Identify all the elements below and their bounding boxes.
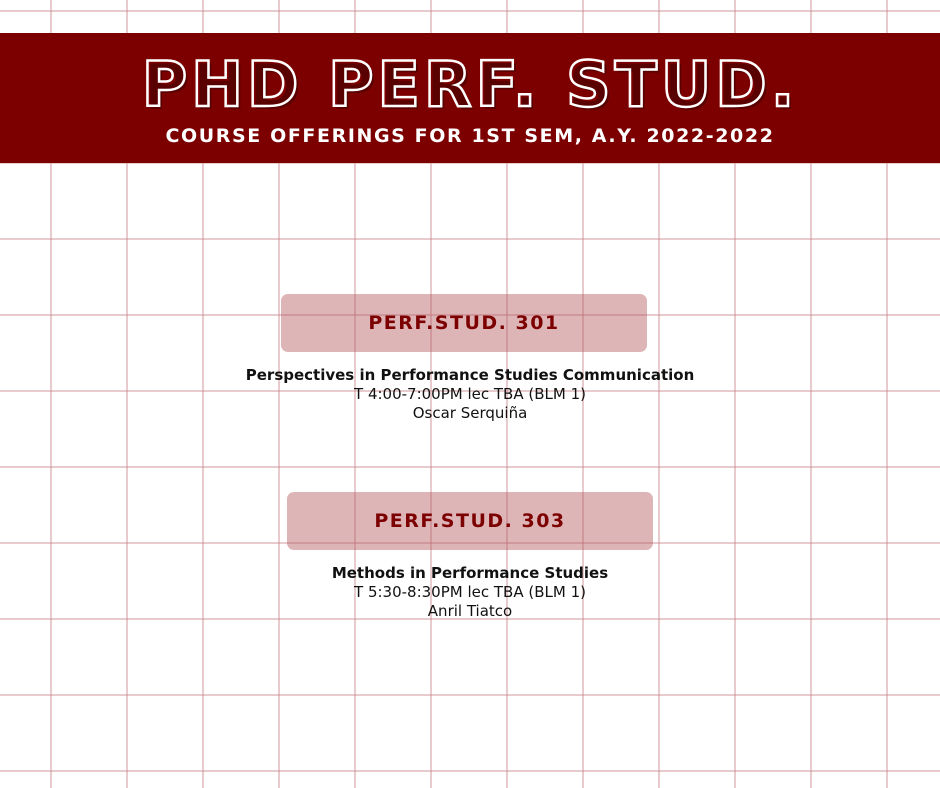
course-schedule: T 4:00-7:00PM lec TBA (BLM 1): [354, 385, 586, 403]
page-subtitle: COURSE OFFERINGS FOR 1ST SEM, A.Y. 2022-2022: [165, 125, 775, 147]
course-instructor: Oscar Serquiña: [412, 404, 528, 422]
course-badge-303: [287, 492, 653, 550]
course-code: PERF.STUD. 303: [374, 510, 566, 532]
course-badge-301: [281, 294, 647, 352]
course-schedule: T 5:30-8:30PM lec TBA (BLM 1): [354, 583, 586, 601]
course-details-301: [170, 366, 770, 423]
course-code: PERF.STUD. 301: [368, 312, 560, 334]
page-title: PHD PERF. STUD.: [141, 48, 799, 121]
course-details-303: [170, 564, 770, 621]
course-instructor: Anril Tiatco: [427, 602, 513, 620]
course-title: Methods in Performance Studies: [331, 564, 609, 582]
header-band: [0, 33, 940, 163]
course-title: Perspectives in Performance Studies Communication: [245, 366, 695, 384]
